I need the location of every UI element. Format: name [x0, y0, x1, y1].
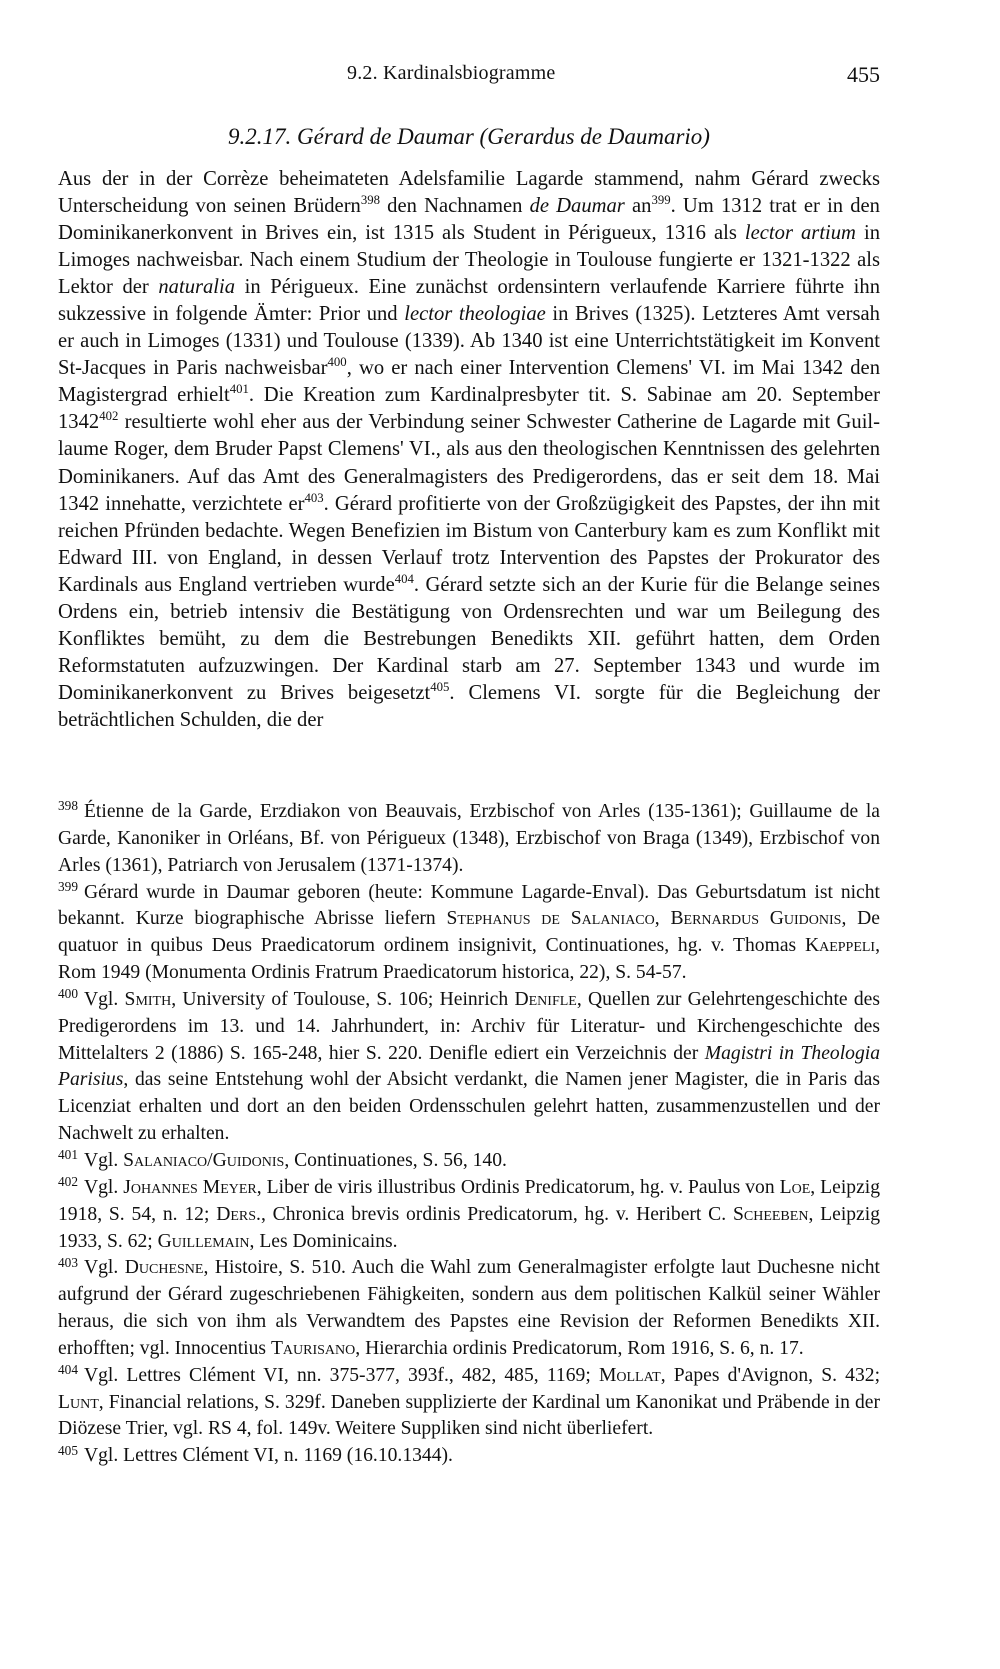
footnote-text: , Rom 1949 (Monumenta Ordinis Fratrum Praedicatorum historica, 22), S. 54-57. [58, 935, 880, 984]
footnote-ref-400: 400 [327, 355, 347, 370]
body-text-run: , wo er nach einer Intervention Clemens' VI. im Mai 1342 den Magistergrad erhielt [58, 357, 880, 407]
footnote-number: 398 [58, 798, 78, 814]
author-name: Salaniaco/Guidonis [123, 1149, 285, 1171]
body-text-run: . Gérard profitierte von der Großzügigkeit des Papstes, der ihn mit reichen Pfründen bedachte. Wegen Benefizien im Bistum von Canterbury kam es zum Konflikt mit Edward III. von England, in dessen Verlauf trotz Intervention des Papstes der Prokurator des Kardinals aus England vertrieben wurde [58, 492, 880, 596]
footnote-number: 403 [58, 1254, 78, 1270]
footnote-italic-title: Magistri in Theologia Parisius [58, 1042, 880, 1091]
footnote-text: ., Chronica brevis ordinis Predicatorum, hg. v. Heribert C. [256, 1203, 733, 1225]
author-name: Johannes Meyer [123, 1176, 257, 1198]
page-header [58, 62, 880, 92]
footnote-number: 399 [58, 878, 78, 894]
footnote-405 [58, 1443, 880, 1470]
footnote-text: Vgl. Lettres Clément VI, n. 1169 (16.10.1344). [83, 1445, 453, 1467]
footnote-text: Vgl. [83, 1257, 125, 1279]
footnote-401 [58, 1148, 880, 1175]
page-number: 455 [847, 62, 880, 87]
author-name: Mollat [598, 1364, 661, 1386]
footnote-text: Vgl. [83, 988, 125, 1010]
footnote-text: , Financial relations, S. 329f. Daneben supplizierte der Kardinal um Kanonikat und Präbende in der Diözese Trier, vgl. RS 4, fol. 149v. Weitere Suppliken sind nicht überliefert. [58, 1391, 880, 1440]
footnote-text: , Les Dominicains. [249, 1230, 398, 1252]
body-italic-run: de Daumar [529, 195, 625, 218]
section-heading: 9.2.17. Gérard de Daumar (Gerardus de Daumario) [228, 124, 710, 149]
footnote-398 [58, 799, 880, 880]
footnote-text: , Hierarchia ordinis Predicatorum, Rom 1916, S. 6, n. 17. [355, 1337, 804, 1359]
body-text-run: . Die Kreation zum Kardinalpresbyter tit. S. Sabinae am 20. September 1342 [58, 384, 880, 434]
footnote-text: , Leipzig 1933, S. 62; [58, 1203, 880, 1252]
footnote-text: , Leipzig 1918, S. 54, n. 12; [58, 1176, 881, 1225]
footnote-404 [58, 1363, 880, 1444]
body-text-run: . Um 1312 trat er in den Dominikanerkonvent in Brives ein, ist 1315 als Student in Périgueux, 1316 als [58, 195, 880, 245]
footnote-ref-398: 398 [360, 193, 381, 208]
footnote-text: Étienne de la Garde, Erzdiakon von Beauvais, Erzbischof von Arles (135-1361); Guillaume de la Garde, Kanoniker in Orléans, Bf. von Périgueux (1348), Erzbischof von Braga (1349), Erzbischof von Arles (1361), Patriarch von Jerusalem (1371-1374). [58, 801, 880, 876]
footnote-ref-405: 405 [430, 679, 450, 694]
author-name: Lunt [58, 1391, 99, 1413]
footnote-text: Gérard wurde in Daumar geboren (heute: Kommune Lagarde-Enval). Das Geburtsdatum ist nicht bekannt. Kurze biographische Abrisse liefern [58, 881, 880, 930]
body-text-run: resultierte wohl eher aus der Verbindung seiner Schwester Catherine de Lagarde mit Guillaume Roger, dem Bruder Papst Clemens' VI., als aus den theologischen Kenntnissen des gelehrten Dominikaners. Auf das Amt des Generalmagisters des Predigerordens, das er seit dem 18. Mai 1342 innehatte, verzichtete er [58, 411, 880, 515]
body-text-run: in Limoges nachweisbar. Nach einem Studium der Theologie in Toulouse fungierte er 1321-1322 als Lektor der [58, 222, 881, 299]
running-head: 9.2. Kardinalsbiogramme [347, 62, 556, 84]
footnote-text: , Quellen zur Gelehrtengeschichte des Predigerordens im 13. und 14. Jahrhundert, in: Archiv für Literatur- und Kirchengeschichte des Mittelalters 2 (1886) S. 165-248, hier S. 220. Denifle ediert ein Verzeichnis der [58, 988, 880, 1064]
footnote-ref-403: 403 [304, 490, 324, 505]
body-text-run: an [624, 195, 652, 218]
author-name: Ders [216, 1203, 257, 1225]
author-name: Scheeben [732, 1203, 809, 1225]
footnotes [58, 799, 880, 1470]
footnote-402 [58, 1175, 880, 1256]
body-text-run: . Gérard setzte sich an der Kurie für die Belange seines Ordens ein, betrieb intensiv die Bestätigung von Ordensrechten und war um Beilegung des Konfliktes bemüht, zu dem die Bestrebungen Benedikts XII. geführt hatten, dem Orden Reformstatuten aufzuzwingen. Der Kardinal starb am 27. September 1343 und wurde im Dominikanerkonvent zu Brives beigesetzt [58, 573, 880, 704]
author-name: Denifle [514, 988, 577, 1010]
footnote-number: 400 [58, 986, 78, 1002]
footnote-text: , Liber de viris illustribus Ordinis Predicatorum, hg. v. Paulus von [256, 1176, 780, 1198]
footnote-text: Vgl. [83, 1176, 124, 1198]
author-name: Loe [779, 1176, 811, 1198]
body-text-run: in Brives (1325). Letzteres Amt versah er auch in Limoges (1331) und Toulouse (1339). Ab 1340 ist eine Unterrichtstätigkeit im Konvent St-Jacques in Paris nachweisbar [58, 303, 880, 380]
footnote-number: 402 [58, 1174, 78, 1190]
footnote-number: 404 [58, 1362, 78, 1378]
footnote-ref-404: 404 [394, 571, 414, 586]
body-italic-run: lector artium [744, 222, 856, 245]
footnote-text: , Continuationes, S. 56, 140. [284, 1149, 507, 1171]
footnote-text: , De quatuor in quibus Deus Praedicatorum ordinem insignivit, Continuationes, hg. v. Thomas [58, 908, 880, 957]
footnote-text: , Papes d'Avignon, S. 432; [660, 1364, 881, 1386]
footnote-400 [58, 987, 880, 1148]
author-name: Smith [124, 988, 172, 1010]
body-text-run: . Clemens VI. sorgte für die Begleichung der beträchtlichen Schulden, die der [58, 681, 880, 731]
body-italic-run: naturalia [158, 276, 236, 299]
body-text-run: den Nachnamen [380, 195, 530, 218]
body-italic-run: lector theologiae [404, 303, 546, 326]
author-name: Duchesne [124, 1257, 204, 1279]
body-text-run: in Périgueux. Eine zunächst ordensintern verlaufende Karriere führte ihn sukzessive in folgende Ämter: Prior und [58, 276, 880, 326]
body-text [58, 166, 880, 734]
footnote-text: Vgl. Lettres Clément VI, nn. 375-377, 393f., 482, 485, 1169; [83, 1364, 599, 1386]
author-name: Taurisano [270, 1337, 356, 1359]
footnote-403 [58, 1255, 880, 1362]
footnote-ref-399: 399 [651, 193, 671, 208]
author-name: Kaeppeli [804, 935, 876, 957]
body-paragraph [58, 166, 880, 734]
footnote-399 [58, 880, 880, 987]
footnote-text: , das seine Entstehung wohl der Absicht verdankt, die Namen jener Magister, die in Paris das Licenziat erhalten und dort an den beiden Ordensschulen gelehrt hatten, zusammenzustellen und der Nachwelt zu erhalten. [58, 1069, 880, 1145]
footnote-text: , University of Toulouse, S. 106; Heinrich [171, 988, 515, 1010]
author-name: Stephanus de Salaniaco [446, 908, 655, 930]
body-text-run: Aus der in der Corrèze beheimateten Adelsfamilie Lagarde stammend, nahm Gérard zwecks Unterscheidung von seinen Brüdern [58, 168, 880, 218]
footnote-text: , [654, 908, 671, 930]
footnote-ref-401: 401 [229, 382, 249, 397]
footnote-ref-402: 402 [99, 409, 119, 424]
footnote-number: 405 [58, 1442, 78, 1458]
author-name: Guillemain [157, 1230, 250, 1252]
footnote-number: 401 [58, 1147, 78, 1163]
author-name: Bernardus Guidonis [670, 908, 842, 930]
footnote-text: , Histoire, S. 510. Auch die Wahl zum Generalmagister erfolgte laut Duchesne nicht aufgrund der Gérard zugeschriebenen Fähigkeiten, sondern aus dem politischen Kalkül seiner Wähler heraus, die sich von ihm als Verwandtem des Papstes eine Revision der Reformen Benedikts XII. erhofften; vgl. Innocentius [58, 1257, 881, 1359]
footnote-text: Vgl. [83, 1149, 124, 1171]
